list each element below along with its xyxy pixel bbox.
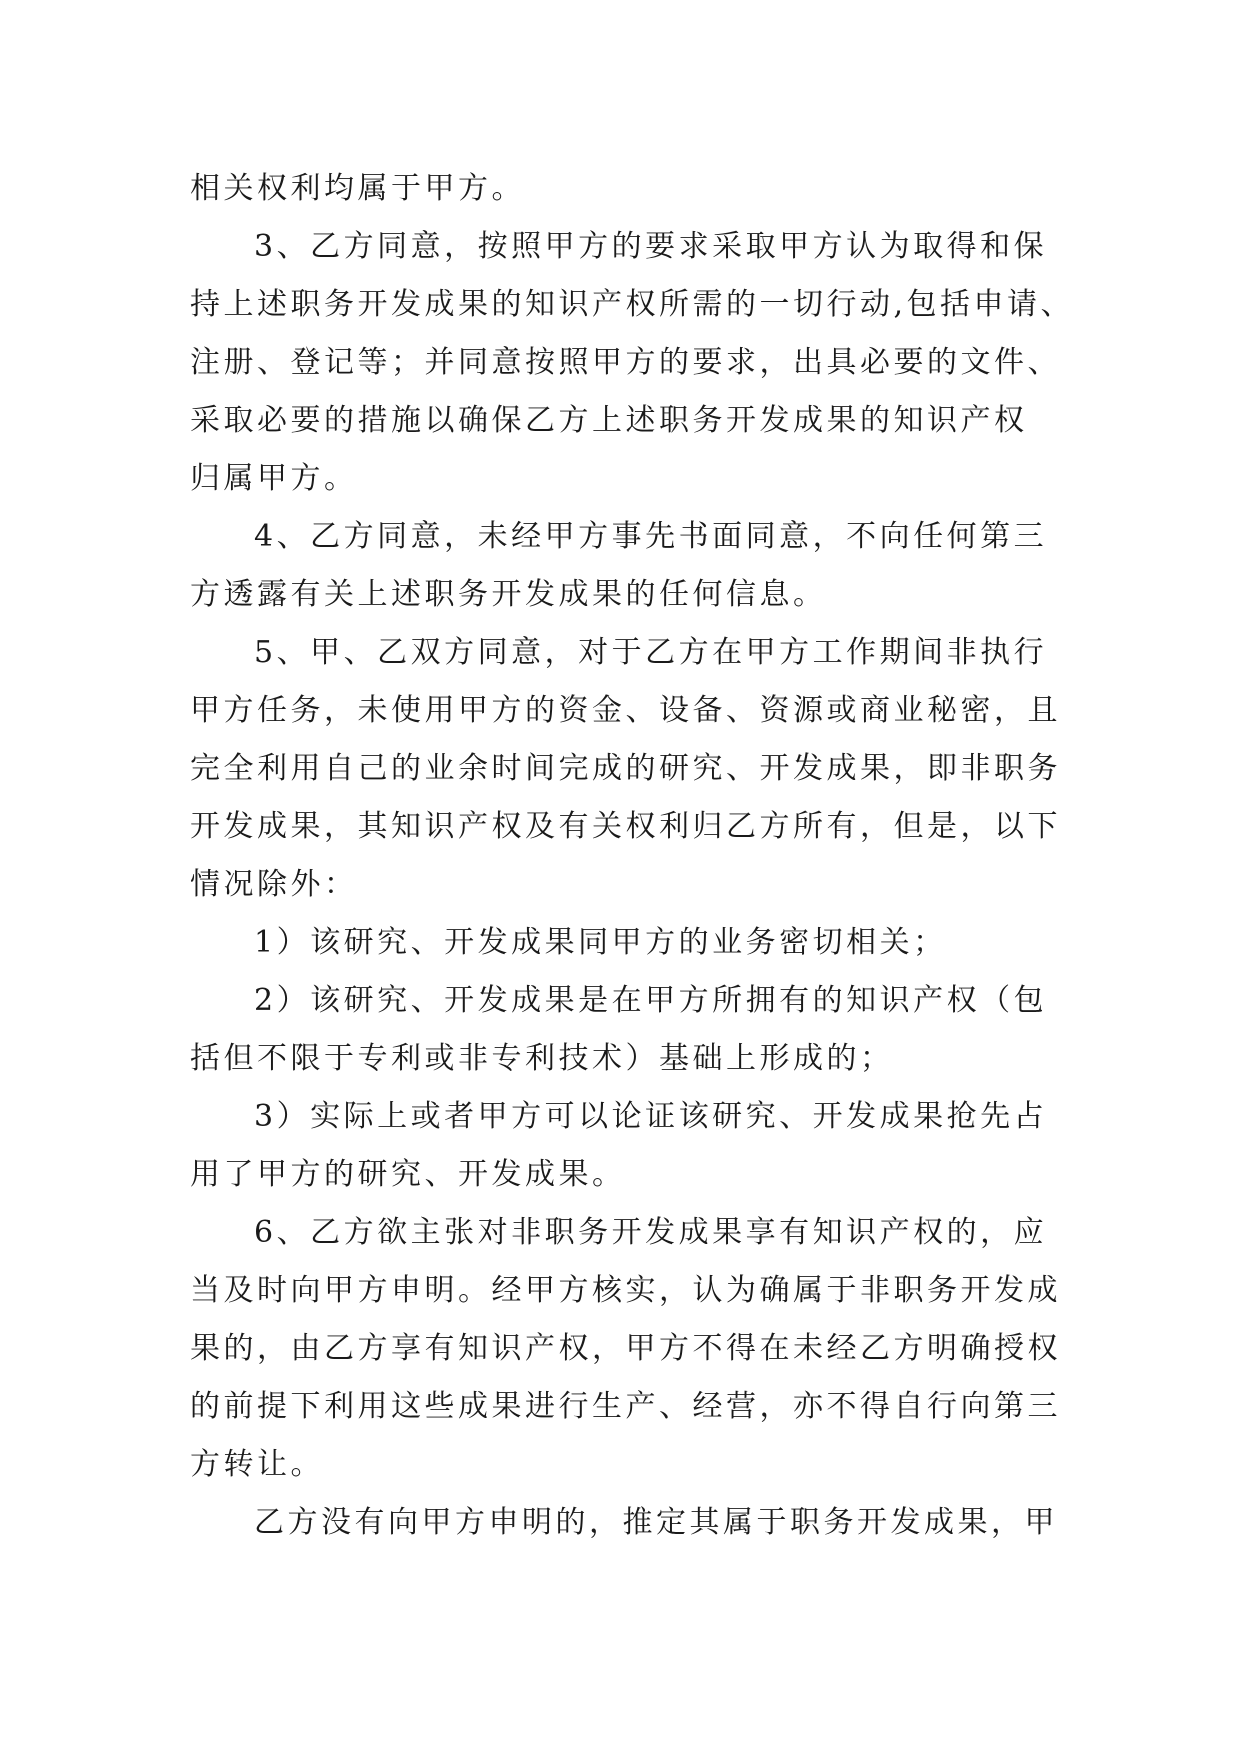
document-text-line: 归属甲方。 [190, 461, 358, 496]
document-text-line: 甲方任务，未使用甲方的资金、设备、资源或商业秘密，且 [190, 693, 1061, 728]
document-text-line: 用了甲方的研究、开发成果。 [190, 1157, 626, 1192]
document-text-line: 相关权利均属于甲方。 [190, 171, 525, 206]
document-text-line: 的前提下利用这些成果进行生产、经营，亦不得自行向第三 [190, 1389, 1061, 1424]
document-text-line: 注册、登记等；并同意按照甲方的要求，出具必要的文件、 [190, 345, 1061, 380]
document-text-line: 情况除外： [190, 867, 358, 902]
document-text-line: 乙方没有向甲方申明的，推定其属于职务开发成果，甲 [254, 1505, 1058, 1540]
document-text-line: 6、乙方欲主张对非职务开发成果享有知识产权的，应 [254, 1215, 1048, 1250]
document-body [190, 160, 1090, 1552]
document-text-line: 方透露有关上述职务开发成果的任何信息。 [190, 577, 827, 612]
document-text-line: 4、乙方同意，未经甲方事先书面同意，不向任何第三 [254, 519, 1048, 554]
document-text-line: 开发成果，其知识产权及有关权利归乙方所有，但是，以下 [190, 809, 1061, 844]
document-text-line: 3）实际上或者甲方可以论证该研究、开发成果抢先占 [254, 1099, 1048, 1134]
document-text-line: 2）该研究、开发成果是在甲方所拥有的知识产权（包 [254, 983, 1048, 1018]
document-text-line: 1）该研究、开发成果同甲方的业务密切相关； [254, 925, 947, 960]
document-text-line: 果的，由乙方享有知识产权，甲方不得在未经乙方明确授权 [190, 1331, 1061, 1366]
document-text-line: 3、乙方同意，按照甲方的要求采取甲方认为取得和保 [254, 229, 1048, 264]
document-text-line: 采取必要的措施以确保乙方上述职务开发成果的知识产权 [190, 403, 1028, 438]
document-text-line: 当及时向甲方申明。经甲方核实，认为确属于非职务开发成 [190, 1273, 1061, 1308]
document-text-line: 持上述职务开发成果的知识产权所需的一切行动,包括申请、 [190, 287, 1075, 322]
document-text-line: 方转让。 [190, 1447, 324, 1482]
document-text-line: 括但不限于专利或非专利技术）基础上形成的； [190, 1041, 894, 1076]
document-text-line: 完全利用自己的业余时间完成的研究、开发成果，即非职务 [190, 751, 1061, 786]
document-text-line: 5、甲、乙双方同意，对于乙方在甲方工作期间非执行 [254, 635, 1048, 670]
